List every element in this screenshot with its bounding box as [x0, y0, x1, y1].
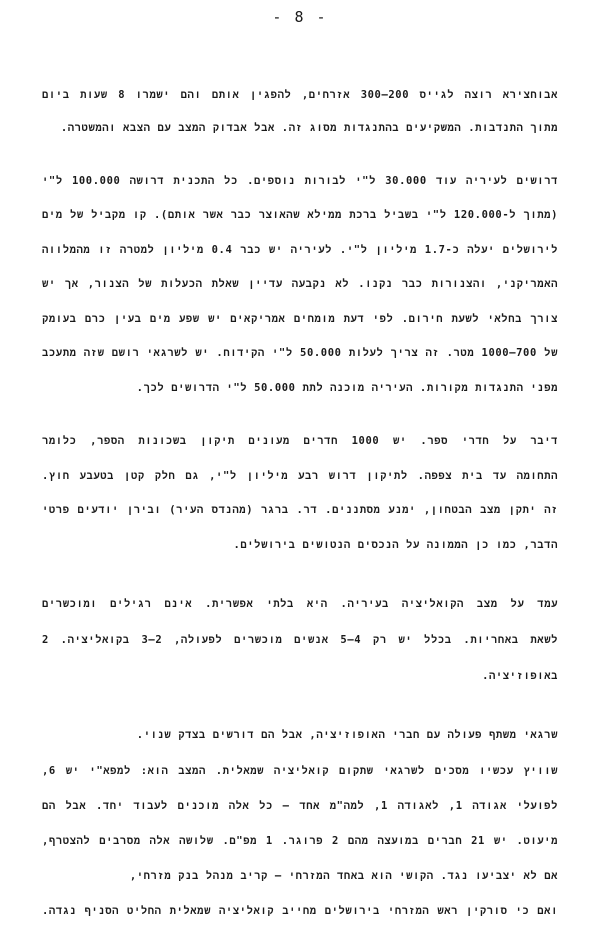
- paragraph-2-line-3: לירושלים יעלה כ-1.7 מיליון ל"י. לעיריה יש כבר 0.4 מיליון למטרה זו מהמלווה: [42, 244, 558, 256]
- page-number: - 8 -: [272, 8, 328, 26]
- paragraph-2-line-2: (מתוך ל-120.000 ל"י בשביל ברכת ממילא שהאוצר כבר אשר אותם). קו מקביל של מים: [42, 209, 558, 221]
- paragraph-5-line-3: לפועלי אגודה 1, לאגודה 1, למה"מ אחד – כל אלה מוכנים לעבוד יחד. אבל הם: [42, 800, 558, 812]
- paragraph-2-line-6: של 700–1000 מטר. זה צריך לעלות 50.000 ל"י הקידוח. יש לשרגאי רושם שזה מתעכב: [42, 347, 558, 359]
- paragraph-2-line-5: צורך בחלאי לשעת חירום. לפי דעת מומחים אמריקאים יש שפע מים בעין כרם בעומק: [42, 313, 558, 325]
- paragraph-1-line-1: אבוחצירא רוצה לגייס 200–300 אזרחים, להפגין אותם והם ישמרו 8 שעות ביום: [42, 89, 558, 101]
- paragraph-5-line-5: אם לא יצביעו נגד. הקושי הוא באחד המזרחי – קריב מנהל בנק מזרחי,: [129, 870, 558, 882]
- paragraph-5-line-4: מיעוט. יש 21 חברים במועצה מהם 2 פרוגר. 1 מפ"ם. שלושה אלה מסרבים להצטרף,: [42, 835, 558, 847]
- paragraph-2-line-7: מפני התנגדות מקורות. העיריה מוכנה לתת 50.000 ל"י הדרושים לכך.: [136, 382, 558, 394]
- paragraph-5-line-2: שוויץ עכשיו מסכים לשרגאי שתקום קואליציה שמאלית. המצב הוא: למפא"י יש 6,: [42, 765, 558, 777]
- paragraph-3-line-3: זה יתקן מצב הבטחון, ימנע מסתננים. דר. ברגר (מהנדס העיר) ובירן יודעים פרטי: [42, 504, 558, 516]
- paragraph-5-line-6: ואם כי סורקין ראש המזרחי בירושלים מחייב קואליציה שמאלית החליט הסניף נגדה.: [42, 905, 558, 917]
- paragraph-2-line-1: דרושים לעיריה עוד 30.000 ל"י לבורות נוספים. כל התכנית דרושה 100.000 ל"י: [42, 175, 558, 187]
- paragraph-1-line-2: מתוך התנדבות. המשקיעים בהתנגדות מסוג זה. אבל אבדוק המצב עם הצבא והמשטרה.: [60, 122, 558, 134]
- paragraph-3-line-2: התחומה עד בית צפפה. לתיקון דרוש רבע מיליון ל"י, גם חלק קטן בטעבע חוץ.: [42, 470, 558, 482]
- paragraph-4-line-1: עמד על מצב הקואליציה בעיריה. היא בלתי אפשרית. אינם רגילים ומוכשרים: [42, 598, 558, 610]
- paragraph-4-line-2: לשאת באחריות. בכלל יש רק 4–5 אנשים מוכשרים לפעולה, 2–3 בקואליציה. 2: [42, 634, 558, 646]
- paragraph-4-line-3: באופוזיציה.: [482, 670, 558, 682]
- paragraph-3-line-4: הדבר, כמו כן הממונה על הנכסים הנטושים בירושלים.: [233, 539, 558, 551]
- paragraph-5-line-1: שרגאי משתף פעולה עם חברי האופוזיציה, אבל הם דורשים בצדק שנוי.: [136, 729, 558, 741]
- paragraph-2-line-4: האמריקני, והצנורות כבר נקנו. לא נקבעה עדיין שאלת הכעלות של הצנור, אך יש: [42, 278, 558, 290]
- paragraph-3-line-1: דיבר על חדרי ספר. יש 1000 חדרים מעונים תיקון בשכונות הספר, כלומר: [42, 435, 558, 447]
